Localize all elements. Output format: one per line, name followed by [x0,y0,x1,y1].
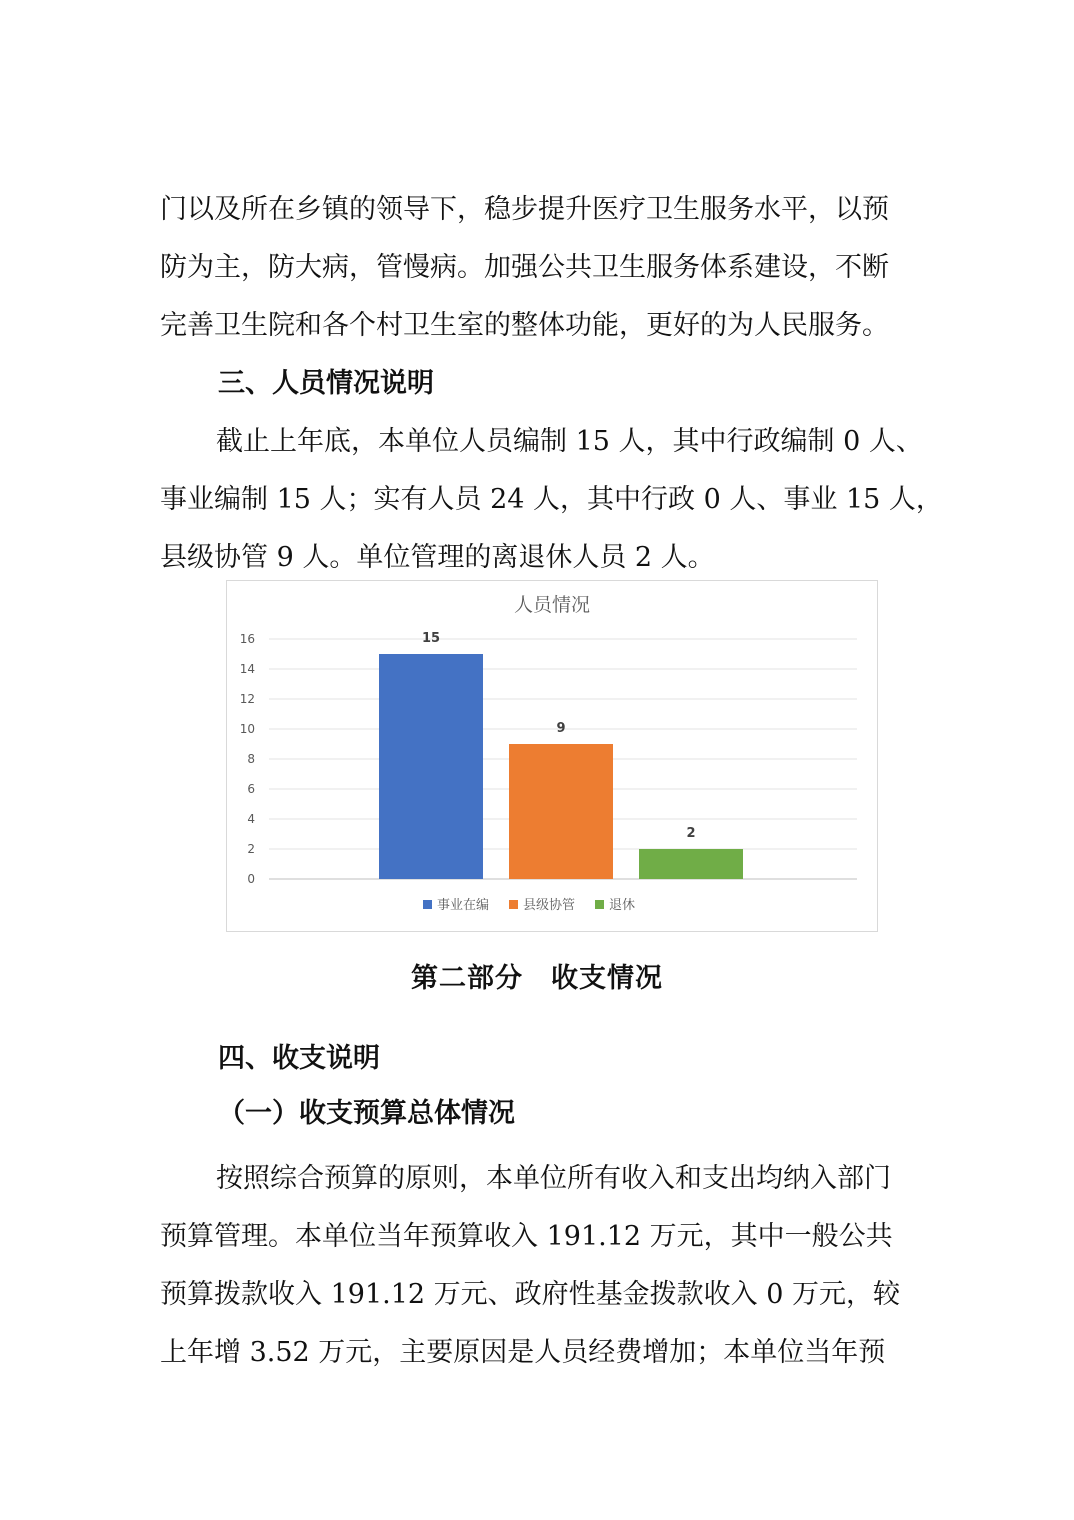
legend-swatch [423,900,432,909]
y-tick-label: 2 [247,842,255,856]
legend-swatch [509,900,518,909]
chart-title: 人员情况 [513,594,591,616]
chart-svg [227,581,877,931]
text-line: 事业编制 15 人；实有人员 24 人，其中行政 0 人、事业 15 人， [160,484,943,515]
text-line: 按照综合预算的原则，本单位所有收入和支出均纳入部门 [216,1163,891,1194]
data-label: 2 [686,826,696,841]
legend-swatch [595,900,604,909]
y-tick-label: 6 [247,782,255,796]
legend-label: 县级协管 [523,898,576,913]
y-tick-label: 14 [239,662,255,676]
y-tick-label: 16 [239,632,255,646]
text-line: 预算管理。本单位当年预算收入 191.12 万元，其中一般公共 [160,1221,893,1252]
paragraph-service-goals [160,181,926,355]
y-tick-label: 4 [247,812,255,826]
text-line: 截止上年底，本单位人员编制 15 人，其中行政编制 0 人、 [216,426,923,457]
subsection-heading-overall: （一）收支预算总体情况 [218,1098,515,1129]
bar-2 [509,744,613,879]
y-tick-label: 12 [239,692,255,706]
legend-label: 事业在编 [437,898,490,913]
text-line: 县级协管 9 人。单位管理的离退休人员 2 人。 [160,542,715,573]
text-line: 上年增 3.52 万元，主要原因是人员经费增加；本单位当年预 [160,1337,886,1368]
text-line: 预算拨款收入 191.12 万元、政府性基金拨款收入 0 万元，较 [160,1279,900,1310]
paragraph-staff [160,413,943,587]
paragraph-budget [160,1150,926,1382]
y-tick-label: 8 [247,752,255,766]
text-line: 防为主，防大病，管慢病。加强公共卫生服务体系建设，不断 [160,252,889,283]
bar-1 [379,654,483,879]
y-tick-label: 0 [247,872,255,886]
staff-bar-chart [226,580,878,932]
section-heading-budget: 四、收支说明 [218,1043,380,1074]
text-line: 完善卫生院和各个村卫生室的整体功能，更好的为人民服务。 [160,310,889,341]
data-label: 15 [421,631,441,646]
legend-label: 退休 [609,898,636,913]
data-label: 9 [556,721,566,736]
y-tick-label: 10 [239,722,255,736]
section-heading-staff: 三、人员情况说明 [218,368,434,399]
text-line: 门以及所在乡镇的领导下，稳步提升医疗卫生服务水平，以预 [160,194,889,225]
bar-3 [639,849,743,879]
part-two-title: 第二部分 收支情况 [411,963,663,994]
